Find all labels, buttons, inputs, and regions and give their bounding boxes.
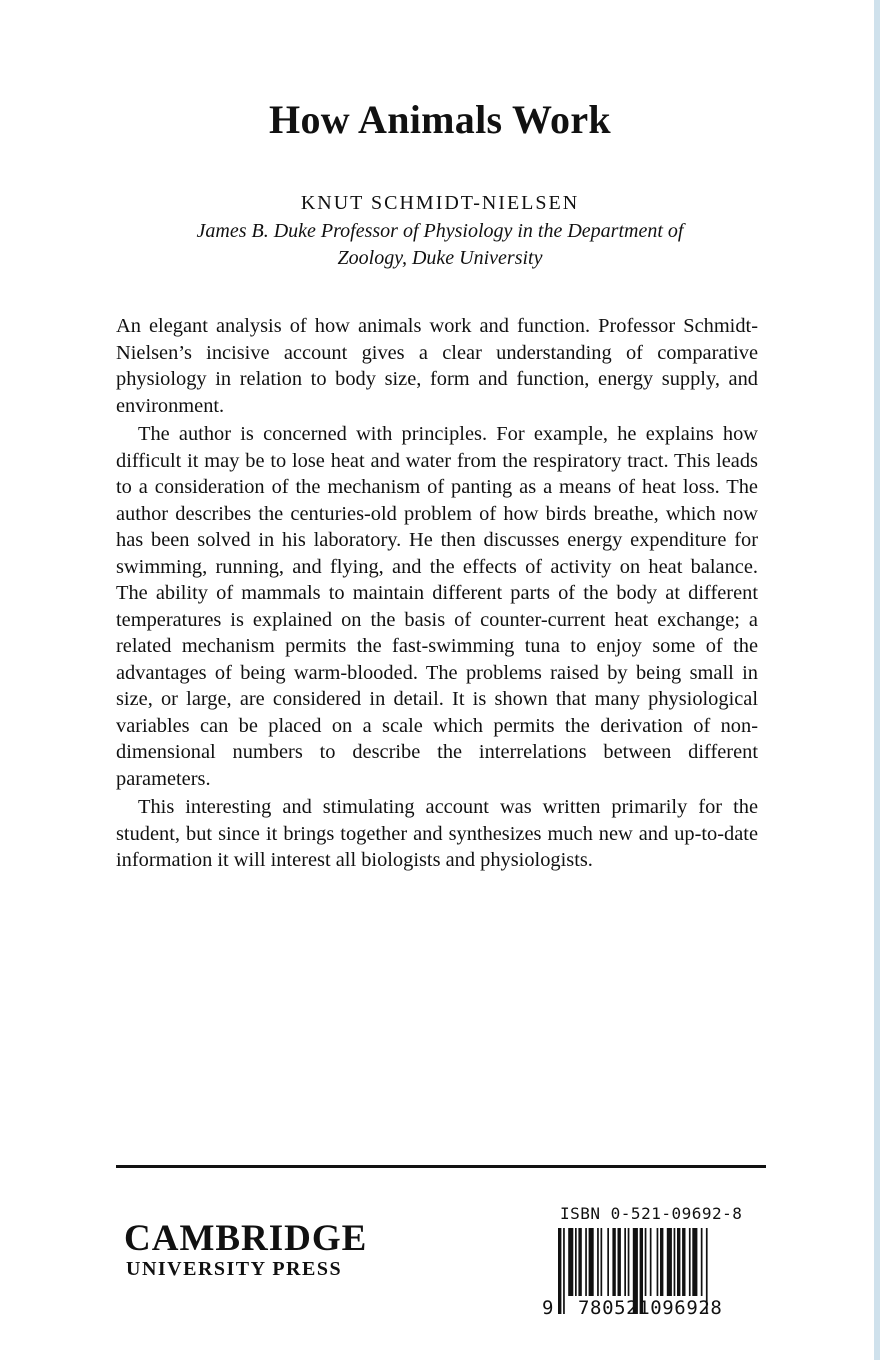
book-description: [116, 313, 758, 874]
horizontal-rule: [116, 1165, 766, 1168]
barcode-bar: [618, 1228, 621, 1296]
barcode-bar: [650, 1228, 652, 1296]
barcode-bar: [624, 1228, 626, 1296]
barcode-bar: [701, 1228, 703, 1296]
publisher-logo-name: CAMBRIDGE: [124, 1218, 368, 1259]
barcode-bar: [660, 1228, 663, 1296]
barcode-bar: [682, 1228, 685, 1296]
barcode-bar: [612, 1228, 615, 1296]
barcode-bar: [601, 1228, 603, 1296]
barcode-bar: [575, 1228, 577, 1296]
barcode-bar: [657, 1228, 659, 1296]
barcode-bar: [607, 1228, 609, 1296]
barcode-bar: [628, 1228, 630, 1296]
barcode-lead-digit: 9: [542, 1297, 554, 1319]
book-title: How Animals Work: [269, 97, 611, 142]
barcode-bar: [689, 1228, 691, 1296]
barcode-bar: [674, 1228, 676, 1296]
barcode-bar: [692, 1228, 697, 1296]
barcode: [540, 1226, 762, 1320]
barcode-bar: [597, 1228, 599, 1296]
barcode-bar: [667, 1228, 672, 1296]
barcode-bar: [563, 1228, 565, 1314]
publisher-logo-subtitle: UNIVERSITY PRESS: [126, 1258, 343, 1280]
barcode-bar: [568, 1228, 573, 1296]
barcode-bar: [645, 1228, 647, 1296]
barcode-bar: [585, 1228, 587, 1296]
barcode-digits: 780521096928: [578, 1297, 723, 1319]
description-paragraph: The author is concerned with principles. For example, he explains how difficult it may be to lose heat and water from the respiratory tract. This leads to a consideration of the mechanism of panting as a means of heat loss. The author describes the centuries-old problem of how birds breathe, which now has been solved in his laboratory. He then discusses energy expenditure for swimming, running, and flying, and the effects of activity on heat balance. The ability of mammals to maintain different parts of the body at different temperatures is explained on the basis of counter-current heat exchange; a related mechanism permits the fast-swimming tuna to enjoy some of the advantages of being warm-blooded. The problems raised by being small in size, or large, are considered in detail. It is shown that many physiological variables can be placed on a scale which permits the derivation of non-dimensional numbers to describe the interrelations between different parameters.: [116, 423, 758, 790]
barcode-bar: [677, 1228, 680, 1296]
isbn-label: ISBN 0-521-09692-8: [560, 1204, 743, 1223]
description-paragraph: An elegant analysis of how animals work and function. Professor Schmidt-Nielsen’s incisive account gives a clear understanding of comparative physiology in relation to body size, form and function, energy supply, and environment.: [116, 315, 758, 417]
barcode-bar: [589, 1228, 594, 1296]
author-affiliation: James B. Duke Professor of Physiology in the Department of Zoology, Duke University: [196, 220, 684, 269]
description-paragraph: This interesting and stimulating account was written primarily for the student, but since it brings together and synthesizes much new and up-to-date information it will interest all biologists and physiologists.: [116, 796, 758, 871]
barcode-bar: [558, 1228, 561, 1314]
author-name: KNUT SCHMIDT-NIELSEN: [300, 192, 580, 214]
barcode-bar: [578, 1228, 581, 1296]
